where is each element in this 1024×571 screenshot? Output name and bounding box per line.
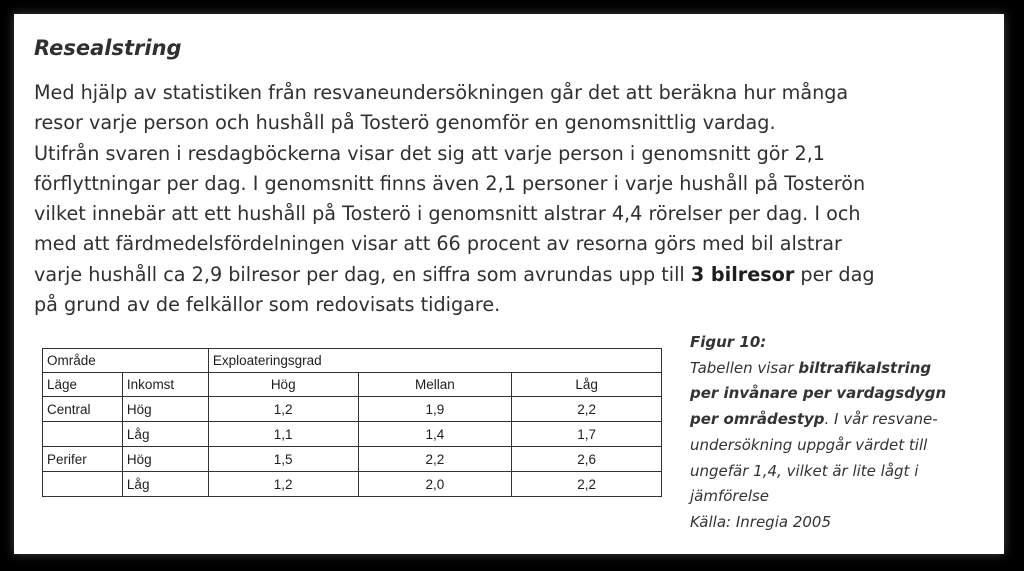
paragraph-line: Utifrån svaren i resdagböckerna visar det sig att varje person i genomsnitt gör 2,1 xyxy=(34,141,825,165)
header-cell-mellan: Mellan xyxy=(358,373,512,397)
caption-text: . I vår resvane- xyxy=(824,410,938,429)
body-paragraph xyxy=(34,78,994,320)
caption-title: Figur 10: xyxy=(690,333,767,351)
header-cell-exploatering: Exploateringsgrad xyxy=(208,349,661,373)
table-subheader-row xyxy=(43,373,662,397)
caption-emphasis: biltrafikalstring xyxy=(798,358,932,377)
cell-lag: 2,6 xyxy=(512,447,662,472)
paragraph-line: förflyttningar per dag. I genomsnitt finns även 2,1 personer i varje hushåll på Tosterön xyxy=(34,171,866,195)
caption-line: ungefär 1,4, vilket är lite lågt i xyxy=(690,461,919,480)
caption-line xyxy=(690,407,990,433)
cell-inkomst: Hög xyxy=(122,397,208,422)
paragraph-line: med att färdmedelsfördelningen visar att 66 procent av resorna görs med bil alstrar xyxy=(34,232,842,256)
header-cell-lag: Låg xyxy=(512,373,662,397)
caption-line: undersökning uppgår värdet till xyxy=(690,435,928,454)
cell-lag: 2,2 xyxy=(512,472,662,497)
cell-lage xyxy=(43,422,123,447)
paragraph-line: vilket innebär att ett hushåll på Tosterö i genomsnitt alstrar 4,4 rörelser per dag. I och xyxy=(34,202,861,226)
cell-hog: 1,2 xyxy=(208,472,358,497)
cell-lage xyxy=(43,472,123,497)
header-cell-lage: Läge xyxy=(43,373,123,397)
cell-mellan: 2,0 xyxy=(358,472,512,497)
header-cell-hog: Hög xyxy=(208,373,358,397)
header-cell-omrade: Område xyxy=(43,349,209,373)
cell-hog: 1,2 xyxy=(208,397,358,422)
paragraph-line: på grund av de felkällor som redovisats tidigare. xyxy=(34,293,501,317)
cell-inkomst: Låg xyxy=(122,472,208,497)
document-page xyxy=(14,14,1004,554)
figure-caption xyxy=(690,330,990,536)
caption-line: jämförelse xyxy=(690,487,770,506)
cell-lage: Perifer xyxy=(43,447,123,472)
table-row xyxy=(43,422,662,447)
paragraph-line: resor varje person och hushåll på Tosterö genomför en genomsnittlig vardag. xyxy=(34,111,776,135)
trip-generation-table xyxy=(42,348,662,497)
cell-mellan: 1,9 xyxy=(358,397,512,422)
section-heading: Resealstring xyxy=(34,36,182,60)
caption-line xyxy=(690,381,990,407)
cell-lag: 2,2 xyxy=(512,397,662,422)
paragraph-line xyxy=(34,260,994,290)
cell-hog: 1,5 xyxy=(208,447,358,472)
table-header-row xyxy=(43,349,662,373)
cell-lage: Central xyxy=(43,397,123,422)
paragraph-line: Med hjälp av statistiken från resvaneundersökningen går det att beräkna hur många xyxy=(34,81,849,104)
cell-inkomst: Hög xyxy=(122,447,208,472)
header-cell-inkomst: Inkomst xyxy=(122,373,208,397)
table-row xyxy=(43,447,662,472)
table-row xyxy=(43,397,662,422)
cell-mellan: 1,4 xyxy=(358,422,512,447)
cell-mellan: 2,2 xyxy=(358,447,512,472)
caption-emphasis: per invånare per vardagsdygn xyxy=(690,384,947,403)
cell-lag: 1,7 xyxy=(512,422,662,447)
caption-line xyxy=(690,356,990,382)
caption-source: Källa: Inregia 2005 xyxy=(690,512,831,531)
cell-inkomst: Låg xyxy=(122,422,208,447)
paragraph-emphasis: 3 bilresor xyxy=(690,262,795,286)
caption-text: Tabellen visar xyxy=(690,358,799,377)
paragraph-text: varje hushåll ca 2,9 bilresor per dag, en siffra som avrundas upp till xyxy=(34,262,691,286)
cell-hog: 1,1 xyxy=(208,422,358,447)
caption-emphasis: per områdestyp xyxy=(690,410,825,429)
paragraph-text: per dag xyxy=(794,262,875,286)
table-row xyxy=(43,472,662,497)
